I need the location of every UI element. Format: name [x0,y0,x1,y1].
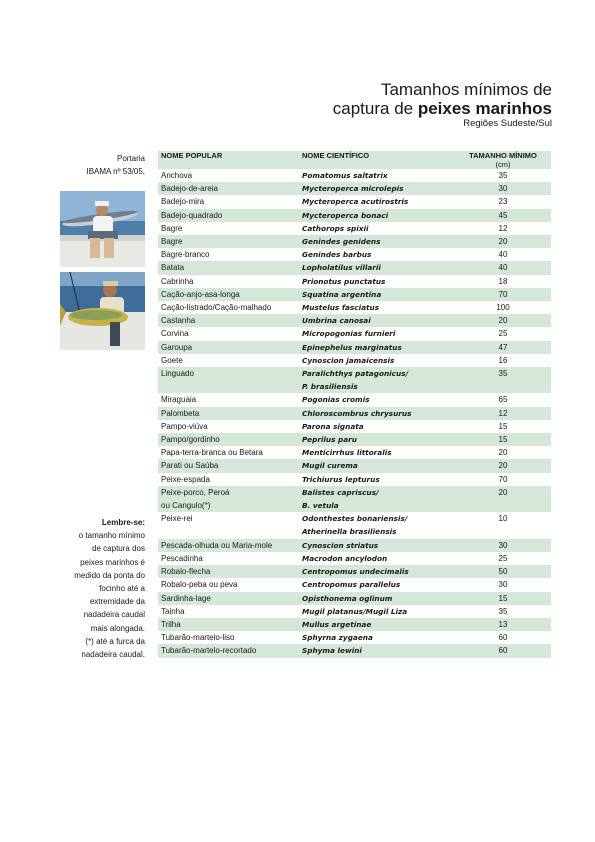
portaria-note [58,152,145,178]
scientific-name-cell [299,473,455,486]
popular-name-text: Palombeta [161,408,200,418]
popular-name-cell [158,314,299,327]
lembre-line: extremidade da [89,597,145,607]
scientific-name-cell [299,235,455,248]
popular-name-text: Miraguaia [161,395,197,405]
table-row [158,618,551,631]
page-title-line2-plain: captura de [332,99,418,118]
popular-name-text: Castanha [161,316,196,326]
lembre-line: nadadeira caudal [83,610,145,620]
scientific-name-text: Mustelus fasciatus [302,303,380,313]
popular-name-text: Tubarão-martelo-recortado [161,646,257,656]
popular-name-text: Pampo-viúva [161,421,208,431]
table-row [158,367,551,393]
scientific-name-cell [299,182,455,195]
scientific-name-text: Menticirrhus littoralis [302,448,392,458]
page-title-line2 [333,99,552,118]
scientific-name-cell [299,446,455,459]
popular-name-cell [158,407,299,420]
scientific-name-cell [299,367,455,393]
popular-name-cell [158,644,299,657]
table-row [158,327,551,340]
scientific-name-text: Parona signata [302,421,364,431]
minimum-size-cell: 15 [455,592,551,605]
popular-name-cell [158,182,299,195]
popular-name-text: Cação-listrado/Cação-malhado [161,303,272,313]
scientific-name-cell [299,565,455,578]
header-scientific-name: NOME CIENTÍFICO [299,151,455,169]
page-title-line2-bold: peixes marinhos [417,99,552,118]
scientific-name-text: Prionotus punctatus [302,276,386,286]
scientific-name-cell [299,327,455,340]
popular-name-text: Peixe-rei [161,514,193,524]
table-row [158,248,551,261]
scientific-name-text: Pogonias cromis [302,395,370,405]
popular-name-text: Sardinha-lage [161,593,211,603]
popular-name-text: Goete [161,355,183,365]
table-row [158,512,551,538]
minimum-size-cell: 50 [455,565,551,578]
scientific-name-text: Mycteroperca microlepis [302,184,404,194]
scientific-name-text: Mycteroperca acutirostris [302,197,409,207]
table-row [158,169,551,182]
header-size-label: TAMANHO MÍNIMO [469,151,537,160]
scientific-name-text: Trichiurus lepturus [302,474,380,484]
popular-name-text: Bagre-branco [161,250,210,260]
scientific-name-text: Opisthonema oglinum [302,593,393,603]
scientific-name-cell [299,578,455,591]
popular-name-text: Bagre [161,237,183,247]
popular-name-text: Pescada-olhuda ou Maria-mole [161,540,273,550]
minimum-size-cell: 70 [455,288,551,301]
header-popular-name: NOME POPULAR [158,151,299,169]
scientific-name-text: Odonthestes bonariensis/ [302,514,408,524]
popular-name-text: Badejo-quadrado [161,210,223,220]
table-row [158,222,551,235]
scientific-name-cell [299,631,455,644]
scientific-name-cell [299,248,455,261]
popular-name-text: Badejo-mira [161,197,205,207]
popular-name-text: Robalo-flecha [161,567,211,577]
scientific-name-cell [299,407,455,420]
lembre-line: nadadeira caudal. [81,650,145,660]
scientific-name-text: Squatina argentina [302,289,382,299]
scientific-name-cell [299,288,455,301]
lembre-line: medido da ponta do [74,570,145,580]
minimum-size-cell: 10 [455,512,551,538]
scientific-name-text: Peprilus paru [302,435,357,445]
table-row [158,552,551,565]
scientific-name-cell [299,301,455,314]
header-minimum-size [455,151,551,169]
minimum-size-cell: 30 [455,578,551,591]
page-title-line1: Tamanhos mínimos de [380,80,552,99]
minimum-size-cell: 18 [455,275,551,288]
popular-name-cell [158,565,299,578]
scientific-name-text: Genindes barbus [302,250,372,260]
table-row [158,539,551,552]
popular-name-text: Parati ou Saúba [161,461,219,471]
scientific-name-cell [299,486,455,512]
table-row [158,261,551,274]
fisherman-photo-1 [60,191,145,267]
lembre-line: focinho até a [99,584,145,594]
table-row [158,433,551,446]
minimum-size-cell: 15 [455,420,551,433]
scientific-name-cell [299,195,455,208]
popular-name-cell [158,539,299,552]
table-row [158,209,551,222]
scientific-name-cell [299,209,455,222]
popular-name-cell [158,459,299,472]
minimum-size-cell: 40 [455,248,551,261]
popular-name-cell [158,618,299,631]
scientific-name-cell [299,275,455,288]
minimum-size-cell: 23 [455,195,551,208]
popular-name-cell [158,512,299,538]
scientific-name-text: Paralichthys patagonicus/ [302,369,409,379]
table-row [158,486,551,512]
popular-name-text: Bagre [161,223,183,233]
minimum-size-cell: 20 [455,459,551,472]
popular-name-text: Cação-anjo-asa-longa [161,289,240,299]
table-row [158,644,551,657]
fisherman-with-fish-image [60,191,145,267]
table-row [158,393,551,406]
table-row [158,314,551,327]
scientific-name-cell [299,393,455,406]
lembre-line: mais alongada. [90,623,145,633]
popular-name-cell [158,552,299,565]
scientific-name-cell [299,341,455,354]
table-row [158,288,551,301]
popular-name-text: Garoupa [161,342,193,352]
minimum-size-cell: 20 [455,486,551,512]
page-subtitle: Regiões Sudeste/Sul [463,118,552,129]
table-row [158,195,551,208]
popular-name-cell [158,354,299,367]
scientific-name-cell [299,512,455,538]
popular-name-text: Pescadinha [161,553,203,563]
scientific-name-text: Sphyma lewini [302,646,362,656]
scientific-name-text: Macrodon ancylodon [302,553,388,563]
minimum-size-cell: 60 [455,631,551,644]
scientific-name-cell [299,459,455,472]
popular-name-text: Corvina [161,329,189,339]
minimum-size-cell: 12 [455,222,551,235]
minimum-size-cell: 35 [455,367,551,393]
popular-name-text: Cabrinha [161,276,194,286]
minimum-size-cell: 30 [455,539,551,552]
popular-name-text: Anchova [161,171,193,180]
popular-name-cell [158,327,299,340]
scientific-name-cell [299,354,455,367]
popular-name-cell [158,169,299,182]
popular-name-cell [158,592,299,605]
minimum-size-cell: 60 [455,644,551,657]
scientific-name-cell [299,552,455,565]
minimum-size-cell: 12 [455,407,551,420]
table-row [158,592,551,605]
fisherman-with-dorado-image [60,272,145,350]
minimum-size-cell: 25 [455,327,551,340]
popular-name-cell [158,446,299,459]
scientific-name-text: Balistes capriscus/ [302,487,379,497]
popular-name-cell [158,235,299,248]
popular-name-cell [158,367,299,393]
scientific-name-cell [299,644,455,657]
minimum-size-cell: 20 [455,446,551,459]
table-row [158,235,551,248]
scientific-name-text: Mycteroperca bonaci [302,210,389,220]
popular-name-cell [158,275,299,288]
table-row [158,446,551,459]
minimum-size-cell: 13 [455,618,551,631]
popular-name-text: Pampo/gordinho [161,435,220,445]
minimum-size-cell: 15 [455,433,551,446]
minimum-size-cell: 35 [455,605,551,618]
scientific-name-text: Micropogonias furnieri [302,329,396,339]
popular-name-cell [158,195,299,208]
lembre-line: o tamanho mínimo [78,531,145,541]
minimum-size-cell: 45 [455,209,551,222]
scientific-name-text: Cynoscion striatus [302,540,379,550]
minimum-size-cell: 70 [455,473,551,486]
scientific-name-cell [299,314,455,327]
table-row [158,354,551,367]
popular-name-cell [158,248,299,261]
scientific-name-text: Umbrina canosai [302,316,371,326]
header-size-unit: (cm) [495,160,511,169]
scientific-name-cell [299,539,455,552]
popular-name-cell [158,631,299,644]
scientific-name-text: Mullus argetinae [302,619,372,629]
minimum-size-cell: 20 [455,235,551,248]
portaria-line1: Portaria [116,154,145,163]
popular-name-cell [158,261,299,274]
popular-name-cell [158,288,299,301]
scientific-name-text: Centropomus undecimalis [302,567,409,577]
scientific-name-cell [299,261,455,274]
scientific-name-text: Atherinella brasiliensis [302,527,397,537]
table-row [158,341,551,354]
minimum-size-cell: 47 [455,341,551,354]
popular-name-cell [158,473,299,486]
lembre-line: de captura dos [92,544,145,554]
minimum-size-cell: 40 [455,261,551,274]
popular-name-text: Papa-terra-branca ou Betara [161,448,263,458]
minimum-size-cell: 100 [455,301,551,314]
popular-name-cell [158,433,299,446]
table-row [158,565,551,578]
page-title-block [333,80,552,130]
table-row [158,605,551,618]
table-row [158,578,551,591]
lembre-se-note [58,516,145,661]
table-row [158,407,551,420]
popular-name-text: Peixe-espada [161,474,210,484]
scientific-name-text: Genindes genidens [302,237,381,247]
popular-name-text: Robalo-peba ou peva [161,580,238,590]
popular-name-text: ou Cangulo(*) [161,501,211,511]
scientific-name-text: Sphyrna zygaena [302,633,373,643]
popular-name-cell [158,222,299,235]
scientific-name-text: Mugil curema [302,461,358,471]
minimum-size-cell: 30 [455,182,551,195]
popular-name-text: Badejo-de-areia [161,184,218,194]
scientific-name-cell [299,592,455,605]
minimum-size-cell: 20 [455,314,551,327]
scientific-name-cell [299,169,455,182]
popular-name-text: Trilha [161,619,181,629]
popular-name-text: Peixe-porco, Peroá [161,487,230,497]
table-header [158,151,551,169]
scientific-name-text: P. brasiliensis [302,382,358,392]
scientific-name-text: Pomatomus saltatrix [302,171,388,180]
minimum-size-cell: 35 [455,169,551,182]
table-body [158,169,551,658]
table-row [158,420,551,433]
popular-name-cell [158,578,299,591]
popular-name-cell [158,393,299,406]
popular-name-text: Linguado [161,369,194,379]
popular-name-text: Tubarão-martelo-liso [161,633,235,643]
table-row [158,459,551,472]
scientific-name-cell [299,222,455,235]
minimum-size-cell: 25 [455,552,551,565]
scientific-name-text: Cathorops spixii [302,223,369,233]
fisherman-photo-2 [60,272,145,350]
scientific-name-cell [299,420,455,433]
scientific-name-text: Epinephelus marginatus [302,342,402,352]
table-row [158,275,551,288]
scientific-name-cell [299,433,455,446]
scientific-name-text: Lopholatilus villarii [302,263,381,273]
scientific-name-cell [299,618,455,631]
minimum-size-cell: 65 [455,393,551,406]
minimum-size-table [158,151,551,658]
scientific-name-cell [299,605,455,618]
scientific-name-text: Chloroscombrus chrysurus [302,408,412,418]
popular-name-cell [158,341,299,354]
scientific-name-text: B. vetula [302,501,339,511]
popular-name-cell [158,420,299,433]
scientific-name-text: Mugil platanus/Mugil Liza [302,606,408,616]
scientific-name-text: Cynoscion jamaicensis [302,355,395,365]
table-row [158,631,551,644]
popular-name-cell [158,486,299,512]
lembre-line: (*) até a furca da [85,636,145,646]
popular-name-text: Batata [161,263,185,273]
popular-name-cell [158,209,299,222]
lembre-title: Lembre-se: [101,518,145,527]
popular-name-cell [158,605,299,618]
portaria-line2: IBAMA nº 53/05, [86,167,145,177]
lembre-line: peixes marinhos é [80,557,145,567]
minimum-size-cell: 16 [455,354,551,367]
table-row [158,182,551,195]
popular-name-cell [158,301,299,314]
table-row [158,301,551,314]
scientific-name-text: Centropomus parallelus [302,580,401,590]
popular-name-text: Tainha [161,606,185,616]
table-row [158,473,551,486]
